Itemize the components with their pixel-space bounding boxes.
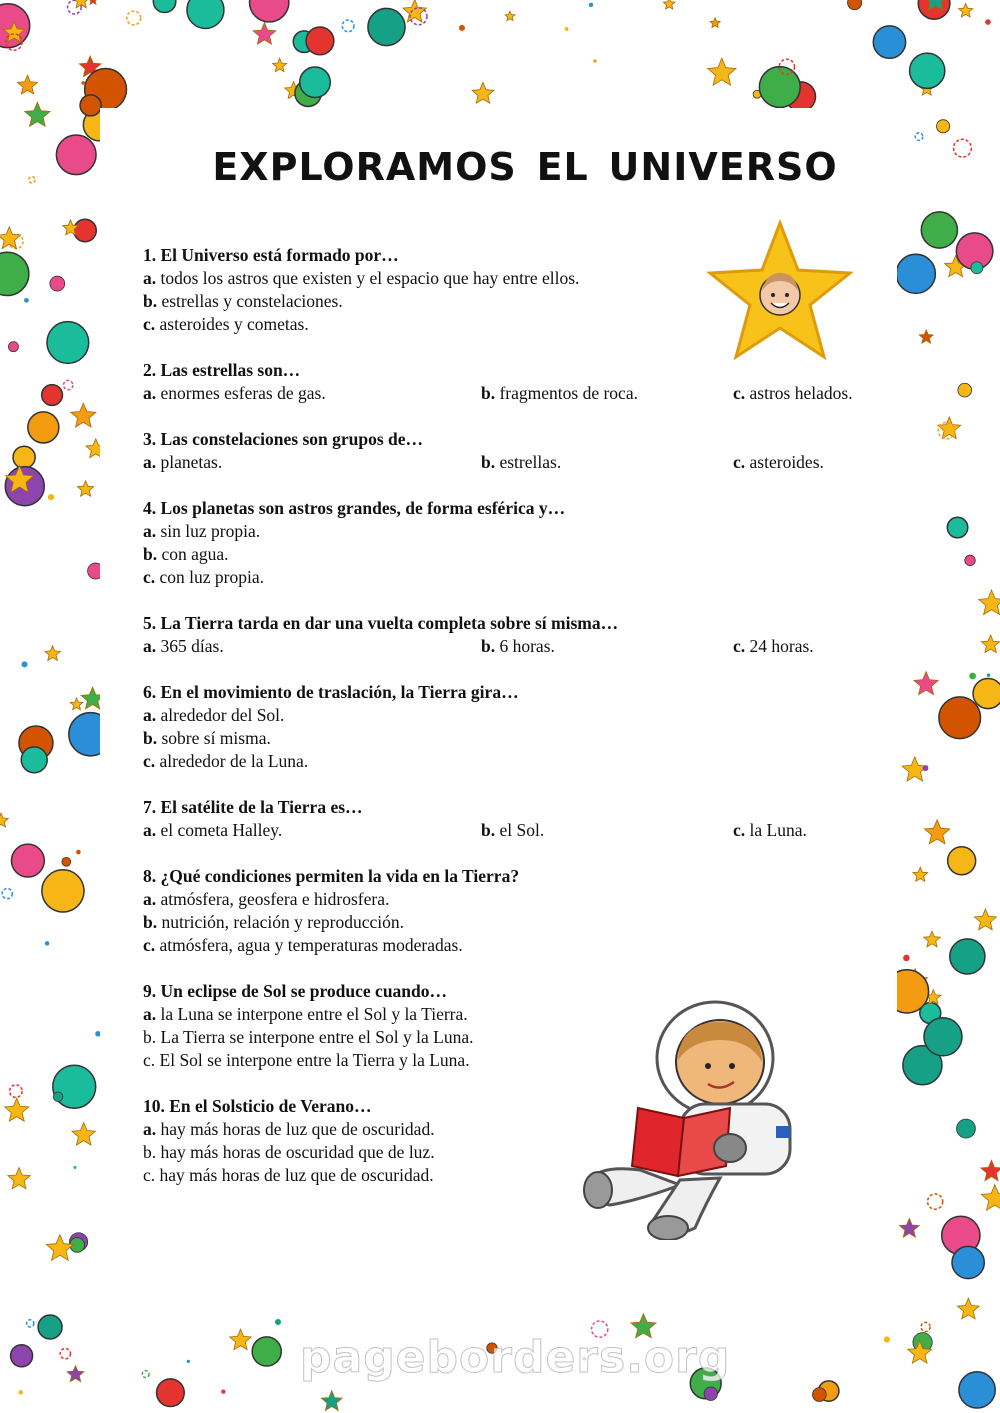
planet-icon (924, 1018, 962, 1056)
option-letter: a. (143, 636, 157, 656)
question-title: 1. El Universo está formado por… (143, 245, 399, 265)
answer-option (143, 911, 903, 934)
answer-option (143, 543, 903, 566)
dot-icon (187, 1360, 190, 1363)
option-letter: c. (733, 636, 746, 656)
dot-icon (565, 27, 569, 31)
star-icon (981, 1160, 1000, 1180)
star-icon (230, 1329, 252, 1350)
star-icon (46, 1235, 73, 1261)
option-letter: a. (143, 383, 157, 403)
answer-option (143, 934, 903, 957)
star-icon (974, 909, 996, 930)
question-title: 4. Los planetas son astros grandes, de forma esférica y… (143, 498, 566, 518)
dot-icon (922, 765, 928, 771)
star-icon (710, 18, 720, 28)
planet-icon (947, 517, 968, 538)
answer-option (733, 819, 807, 842)
answer-options (143, 635, 903, 658)
planet-icon (11, 1345, 33, 1367)
answer-option (143, 819, 481, 842)
option-letter: c. (143, 567, 156, 587)
star-icon (71, 403, 96, 427)
star-icon (919, 330, 933, 343)
option-text: alrededor de la Luna. (155, 751, 309, 771)
star-icon (25, 102, 50, 126)
answer-options (143, 520, 903, 589)
planet-icon (759, 67, 800, 108)
question-title: 10. En el Solsticio de Verano… (143, 1096, 372, 1116)
star-icon (900, 1218, 920, 1237)
question-5 (143, 612, 903, 658)
option-text: todos los astros que existen y el espacio que hay entre ellos. (156, 268, 580, 288)
option-letter: c. (143, 314, 156, 334)
dot-icon (985, 19, 991, 25)
option-text: c. hay más horas de luz que de oscuridad. (143, 1165, 434, 1185)
dot-icon (593, 59, 596, 62)
answer-options (143, 888, 903, 957)
question-title: 8. ¿Qué condiciones permiten la vida en la Tierra? (143, 866, 520, 886)
answer-option (143, 750, 903, 773)
planet-icon (74, 219, 96, 241)
star-icon (924, 931, 941, 947)
watermark: pageborders.org (300, 1332, 731, 1383)
option-letter: a. (143, 521, 157, 541)
swirl-icon (915, 133, 923, 141)
star-icon (708, 58, 736, 85)
option-letter: c. (733, 452, 746, 472)
star-icon (67, 1366, 84, 1382)
planet-icon (873, 26, 905, 58)
star-icon (0, 227, 21, 249)
star-icon (253, 23, 276, 45)
option-letter: a. (143, 820, 157, 840)
option-letter: a. (143, 1119, 157, 1139)
star-icon (8, 1168, 30, 1189)
planet-icon (921, 212, 957, 248)
dot-icon (589, 3, 593, 7)
planet-icon (973, 678, 1000, 708)
planet-icon (21, 747, 47, 773)
answer-option (143, 635, 481, 658)
question-2 (143, 359, 903, 405)
planet-icon (957, 1119, 976, 1138)
star-icon (938, 417, 961, 439)
answer-option (481, 382, 733, 405)
dot-icon (969, 673, 976, 680)
option-text: asteroides. (745, 452, 824, 472)
option-text: alrededor del Sol. (156, 705, 285, 725)
planet-icon (56, 135, 96, 175)
option-text: planetas. (156, 452, 223, 472)
option-text: atmósfera, geosfera e hidrosfera. (156, 889, 390, 909)
planet-icon (250, 0, 289, 22)
dot-icon (275, 1319, 281, 1325)
planet-icon (848, 0, 862, 10)
swirl-icon (29, 177, 35, 183)
planet-icon (157, 1379, 185, 1407)
astronaut-reading-illustration (580, 1000, 820, 1240)
answer-option (143, 382, 481, 405)
planet-icon (950, 939, 985, 974)
planet-icon (306, 27, 334, 55)
planet-icon (958, 383, 972, 397)
option-text: sin luz propia. (156, 521, 261, 541)
swirl-icon (142, 1371, 149, 1378)
planet-icon (965, 555, 976, 566)
question-title: 6. En el movimiento de traslación, la Tierra gira… (143, 682, 519, 702)
answer-option (143, 566, 903, 589)
question-title: 7. El satélite de la Tierra es… (143, 797, 363, 817)
star-icon (78, 481, 94, 496)
question-8 (143, 865, 903, 957)
planet-icon (42, 870, 84, 912)
star-icon (981, 635, 1000, 653)
dot-icon (76, 850, 81, 855)
question-6 (143, 681, 903, 773)
planet-icon (153, 0, 176, 13)
star-icon (273, 58, 287, 71)
option-text: sobre sí misma. (157, 728, 271, 748)
dot-icon (884, 1336, 890, 1342)
answer-option (733, 382, 853, 405)
dot-icon (903, 955, 910, 962)
swirl-icon (10, 1085, 23, 1098)
star-icon (663, 0, 675, 9)
planet-icon (704, 1387, 717, 1400)
option-text: estrellas. (495, 452, 562, 472)
answer-option (143, 451, 481, 474)
swirl-icon (27, 1320, 34, 1327)
star-icon (0, 813, 8, 827)
option-letter: a. (143, 452, 157, 472)
dot-icon (24, 298, 29, 303)
planet-icon (939, 697, 981, 739)
swirl-icon (60, 1348, 70, 1358)
planet-icon (62, 857, 71, 866)
question-4 (143, 497, 903, 589)
star-icon (958, 1298, 980, 1319)
option-text: b. hay más horas de oscuridad que de luz. (143, 1142, 435, 1162)
planet-icon (11, 844, 44, 877)
planet-icon (28, 412, 59, 443)
star-icon (18, 75, 38, 94)
swirl-icon (63, 380, 72, 389)
planet-icon (910, 53, 945, 88)
answer-options (143, 451, 903, 474)
option-letter: c. (733, 383, 746, 403)
star-icon (72, 1123, 96, 1146)
option-letter: a. (143, 1004, 157, 1024)
planet-icon (187, 0, 224, 28)
option-text: 24 horas. (745, 636, 814, 656)
swirl-icon (127, 11, 141, 25)
option-text: atmósfera, agua y temperaturas moderadas. (155, 935, 463, 955)
planet-icon (952, 1246, 984, 1278)
planet-icon (959, 1372, 995, 1408)
star-icon (88, 0, 98, 4)
answer-option (481, 819, 733, 842)
star-icon (914, 672, 938, 695)
answer-option (143, 520, 903, 543)
dot-icon (987, 674, 990, 677)
option-letter: c. (143, 935, 156, 955)
option-text: b. La Tierra se interpone entre el Sol y la Luna. (143, 1027, 474, 1047)
dot-icon (221, 1389, 225, 1393)
answer-option (481, 451, 733, 474)
question-title: 5. La Tierra tarda en dar una vuelta completa sobre sí misma… (143, 613, 619, 633)
option-letter: a. (143, 889, 157, 909)
question-title: 2. Las estrellas son… (143, 360, 301, 380)
star-icon (321, 1391, 342, 1411)
option-letter: b. (481, 636, 496, 656)
option-text: 6 horas. (495, 636, 555, 656)
question-7 (143, 796, 903, 842)
star-icon (979, 590, 1000, 615)
dot-icon (459, 25, 465, 31)
planet-icon (0, 252, 29, 295)
option-letter: b. (143, 912, 158, 932)
option-text: fragmentos de roca. (495, 383, 638, 403)
star-icon (959, 4, 973, 18)
planet-icon (53, 1092, 63, 1102)
star-icon (505, 11, 515, 20)
option-text: nutrición, relación y reproducción. (157, 912, 404, 932)
option-letter: b. (481, 452, 496, 472)
planet-icon (47, 322, 89, 364)
swirl-icon (342, 20, 354, 32)
swirl-icon (928, 1194, 943, 1209)
option-text: la Luna se interpone entre el Sol y la Tierra. (156, 1004, 468, 1024)
planet-icon (42, 385, 63, 406)
swirl-icon (2, 889, 12, 899)
planet-icon (937, 120, 950, 133)
question-title: 9. Un eclipse de Sol se produce cuando… (143, 981, 448, 1001)
option-letter: c. (733, 820, 746, 840)
star-icon (403, 0, 427, 22)
answer-options (143, 382, 903, 405)
planet-icon (38, 1315, 62, 1339)
planet-icon (50, 276, 65, 291)
answer-option (481, 635, 733, 658)
option-text: astros helados. (745, 383, 853, 403)
planet-icon (948, 847, 976, 875)
answer-option (143, 727, 903, 750)
option-text: el Sol. (495, 820, 545, 840)
star-icon (913, 867, 928, 881)
option-text: enormes esferas de gas. (156, 383, 326, 403)
answer-option (143, 888, 903, 911)
answer-options (143, 704, 903, 773)
planet-icon (971, 262, 983, 274)
answer-option (733, 451, 824, 474)
page-title: exploramos el universo (212, 130, 838, 193)
planet-icon (13, 446, 35, 468)
option-letter: a. (143, 268, 157, 288)
option-text: hay más horas de luz que de oscuridad. (156, 1119, 435, 1139)
option-letter: b. (481, 383, 496, 403)
star-icon (981, 1185, 1000, 1211)
option-text: asteroides y cometas. (155, 314, 309, 334)
planet-icon (812, 1388, 826, 1402)
dot-icon (73, 1166, 76, 1169)
star-icon (925, 820, 950, 844)
answer-option (143, 704, 903, 727)
option-text: 365 días. (156, 636, 224, 656)
planet-icon (252, 1337, 281, 1366)
option-text: con agua. (157, 544, 229, 564)
answer-option (733, 635, 814, 658)
option-text: c. El Sol se interpone entre la Tierra y la Luna. (143, 1050, 470, 1070)
dot-icon (48, 494, 54, 500)
option-letter: a. (143, 705, 157, 725)
option-letter: c. (143, 751, 156, 771)
option-text: el cometa Halley. (156, 820, 283, 840)
star-icon (5, 1098, 29, 1121)
question-3 (143, 428, 903, 474)
option-text: estrellas y constelaciones. (157, 291, 343, 311)
option-letter: b. (143, 544, 158, 564)
smiling-star-avatar (700, 215, 860, 365)
planet-icon (8, 342, 18, 352)
planet-icon (300, 67, 331, 98)
swirl-icon (921, 1322, 930, 1331)
option-letter: b. (481, 820, 496, 840)
star-icon (45, 646, 60, 661)
star-icon (70, 698, 83, 710)
option-letter: b. (143, 291, 158, 311)
dot-icon (22, 661, 28, 667)
swirl-icon (954, 139, 972, 157)
dot-icon (18, 1390, 23, 1395)
dot-icon (45, 941, 49, 945)
planet-icon (368, 8, 405, 45)
answer-options (143, 819, 903, 842)
dot-icon (81, 81, 85, 85)
question-title: 3. Las constelaciones son grupos de… (143, 429, 424, 449)
star-icon (472, 82, 494, 103)
option-letter: b. (143, 728, 158, 748)
option-text: la Luna. (745, 820, 807, 840)
option-text: con luz propia. (155, 567, 265, 587)
planet-icon (80, 95, 101, 116)
